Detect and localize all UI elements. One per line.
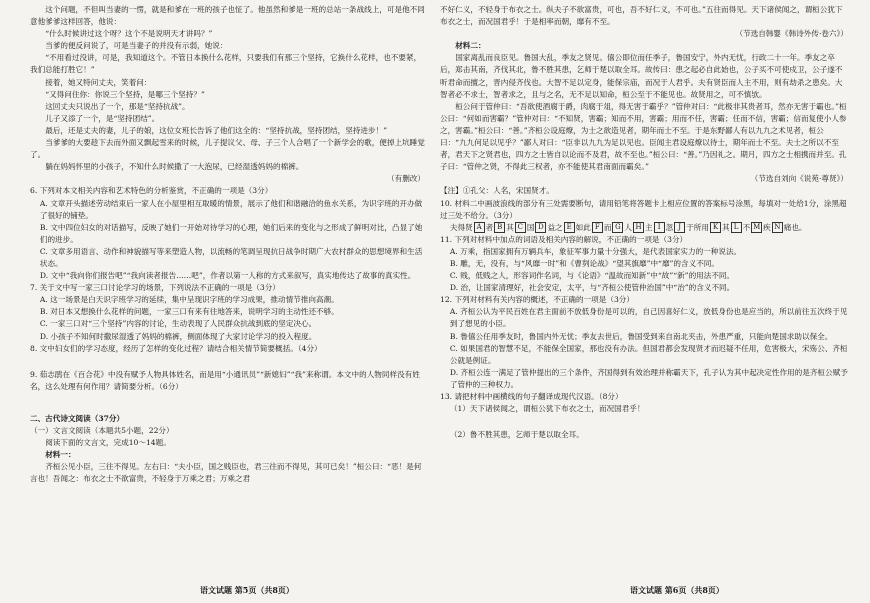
material-1-title: 材料一： xyxy=(45,450,76,460)
story-paragraph: “不用看过没讲，可是，我知道这个。不管日本换什么花样，只要我们有那三个坚持，它换什么花样，也不要紧，我们总能打胜它！” xyxy=(30,53,422,75)
material-2-title: 材料二： xyxy=(455,41,486,51)
break-marker-i: I xyxy=(654,222,665,233)
break-marker-h: H xyxy=(633,222,644,233)
story-paragraph: 当爹爹的大要趁下去而外面又飘起雪来的时候，儿子提议父、母、子三个人合唱了一个新学会的歌，便掉上坑睡觉了。 xyxy=(30,138,425,160)
question-6-option: D. 文中“我向你们报告吧”“我向读者报告……吧”，作者以第一人称的方式来叙写，真实地传达了故事的真实性。 xyxy=(39,271,416,281)
question-6-option: C. 文章多用语言、动作和神貌描写等来塑造人物，以流畅的笔调呈现抗日战争时期广大农村群众的思想境界和生活状态。 xyxy=(39,246,423,268)
question-11-stem: 11. 下列对材料中加点的词语及相关内容的解说，不正确的一项是（3分） xyxy=(440,234,688,244)
answer-space xyxy=(30,393,425,407)
question-10-line xyxy=(440,222,848,234)
question-12-option: A. 齐桓公认为平民百姓在君主面前不放低身份是可以的，自己因喜好仁义，放低身份也是应当的，所以前往五次终于见到了想见的小臣。 xyxy=(449,307,848,329)
break-marker-l: L xyxy=(731,222,742,233)
break-marker-m: M xyxy=(753,223,761,232)
story-paragraph: “什么时候讲过这个呀？这个不是说明天才讲吗？” xyxy=(45,29,213,39)
q10-text-segment: 而 xyxy=(603,222,612,232)
story-paragraph: 这个问题，不但叫当妻的一愣，就是和爹在一班的孩子也怔了。他虽然和爹是一班的总站一条战线上，可是他不同意他爹爹这样回答，他说： xyxy=(30,5,425,27)
material-1-continued: 不好仁义，不轻身于布衣之士。纵夫子不欲富贵，可也，吾不好仁义，不可也。”五往而得见。天下诸侯闻之，谓桓公犹下布衣之士，而况国君乎！于是相率而朝，靡有不至。 xyxy=(440,5,843,27)
break-marker-g: G xyxy=(612,222,623,233)
break-marker-f: F xyxy=(592,222,603,233)
q10-text-segment: 其 xyxy=(721,222,730,232)
source-note: （有删改） xyxy=(387,174,425,184)
question-10-stem: 10. 材料二中画波浪线的部分有三处需要断句，请用铅笔将答题卡上相应位置的答案标号涂黑，每填对一处给1分，涂黑超过三处不给分。（3分） xyxy=(440,198,847,220)
page-footer-right: 语文试题 第6页（共8页） xyxy=(630,584,724,595)
question-6-option: A. 文章开头描述劳动结束后一家人在小屋里相互取暖的情景，展示了他们和谐融洽的鱼水关系，为识字班的开办做了很好的铺垫。 xyxy=(39,198,423,220)
q10-text-segment: 人 xyxy=(624,222,632,232)
story-paragraph: 这回丈夫只说出了一个，那是“坚持抗战”。 xyxy=(45,101,190,111)
story-paragraph: 接着，她又特问丈夫，笑着问： xyxy=(45,77,152,87)
source-note: （节选自刘向《说苑·尊贤》） xyxy=(750,174,848,184)
left-page xyxy=(30,4,425,485)
break-marker-k: K xyxy=(710,222,721,233)
question-12-option: D. 齐桓公连一满足了管仲提出的三个条件，齐国得到有效治理并称霸天下，孔子认为其中起决定性作用的是齐桓公赋予了管仲的三种权力。 xyxy=(449,367,848,389)
q10-text-segment: 不 xyxy=(742,222,751,232)
q10-text-segment: 国 xyxy=(526,222,535,232)
q10-text-segment: 夫得贤 xyxy=(449,222,473,232)
question-11-option: D. 治，让国家清理好，社会安定，太平，与“齐桓公使管仲治国”中“治”的含义不同。 xyxy=(449,283,735,293)
story-paragraph: “又得问住你：你说三个坚持，是哪三个坚持？” xyxy=(45,89,205,99)
section-heading: 二、古代诗文阅读（37分） xyxy=(30,413,125,423)
source-note: （节选自韩婴《韩诗外传·卷六》） xyxy=(735,29,848,39)
break-marker-c: C xyxy=(515,222,526,233)
question-7-option: B. 对日本又想换什么花样的问题，一家三口有来有往地答来，说明学习的主动性还不够。 xyxy=(39,307,339,317)
break-marker-j: J xyxy=(674,222,685,233)
q10-text-segment: 益之 xyxy=(547,222,563,232)
question-11-option: A. 万乘，指国家拥有万辆兵车，象征军事力量十分强大，是代表国家实力的一种说法。 xyxy=(449,246,742,256)
q10-text-segment: 于所用 xyxy=(686,222,709,232)
question-13-item: （1）天下诸侯闻之，谓桓公犹下布衣之士，而况国君乎！ xyxy=(449,404,645,414)
break-marker-b: B xyxy=(494,222,505,233)
question-7-option: A. 这一场景是白天识字班学习的延续，集中呈现识字班的学习成果，推动情节推向高潮。 xyxy=(39,295,339,305)
question-9-stem: 9. 茹志鹃在《百合花》中没有赋予人物具体姓名，而是用“小通讯员”“新媳妇”“我”来称谓。本文中的人物同样没有姓名，这么处理有何作用？请简要分析。（6分） xyxy=(30,369,420,391)
material-2-text: 国家离乱而良臣见。鲁国大乱，季友之贤见。僖公即位而任季子，鲁国安宁，外内无忧，行政二十一年。季友之卒后，郑击其南，齐伐其北，鲁不胜其患，乞师于楚以取全耳。故传曰：患之起必自此始也，公子买不可使戍卫，公子遂不听君命而擅之，晋内侵齐伐也。大智不足以定身，能保宗庙，而况于人君乎。夫有贤臣而人主不用，则有劫杀之患矣。大智者必不求士，智者求之，且与之名，无不足以知命，桓公至于不能见也。故贤用之，可不慎欤。 xyxy=(440,53,843,99)
break-marker-e: E xyxy=(564,222,575,233)
annotation-note: 【注】①孔父：人名，宋国贤才。 xyxy=(440,186,554,196)
material-2-text: 桓公问于管仲曰：“吾欲使酒腐于爵，肉腐于俎，得无害于霸乎？”管仲对曰：“此极非其贵者耳，然亦无害于霸也。”桓公曰：“何如而害霸？”管仲对曰：“不知贤，害霸；知而不用，害霸；用而不任，害霸；任而不信，害霸；信而复使小人参之，害霸。”桓公曰：“善。”齐桓公设庭燎，为士之欲造见者，期年而士不至。于是东野鄙人有以九九之术见者，桓公曰：“九九何足以见乎？”鄙人对曰：“臣非以九九为足以见也。臣闻主君设庭燎以待士，期年而士不至。夫士之所以不至者，君天下之贤君也，四方之士皆自以论而不及君，故不至也。”桓公曰：“善。”乃因礼之。期月，四方之士相携而并至。孔子曰：“管仲之贤，不得此三权者，亦不能使其君南面而霸矣。” xyxy=(440,101,847,172)
q10-text-segment: 其 xyxy=(506,222,514,232)
q10-text-segment: 者 xyxy=(485,222,494,232)
q10-text-segment: 痛也。 xyxy=(783,222,807,232)
material-1-text: 齐桓公见小臣，三往不得见。左右曰：“夫小臣，国之贱臣也，君三往而不得见，其可已矣！”桓公曰：“恶！是何言也！吾闻之：布衣之士不欲富贵，不轻身于万乘之君；万乘之君 xyxy=(30,462,422,484)
instruction: 阅读下面的文言文，完成10～14题。 xyxy=(45,438,171,448)
answer-space xyxy=(30,355,425,369)
q10-text-segment: 疾 xyxy=(763,222,771,232)
question-6-stem: 6. 下列对本文相关内容和艺术特色的分析鉴赏，不正确的一项是（3分） xyxy=(30,186,273,196)
question-8-stem: 8. 文中妇女们的学习态度，经历了怎样的变化过程？请结合相关情节简要概括。（4分） xyxy=(30,343,322,353)
question-6-option: B. 文中四位妇女的对话描写，反映了她们一开始对待学习的心理，她们后来的变化与之形成了鲜明对比，凸显了她们的进步。 xyxy=(39,222,423,244)
break-marker-d: D xyxy=(535,222,546,233)
subsection-heading: （一）文言文阅读（本题共5小题，22分） xyxy=(30,426,174,435)
q10-text-segment: 忽 xyxy=(665,222,674,232)
question-11-option: B. 雕，无，没有，与“风靡一时”和《曹刿论战》“望其旗靡”中“靡”的含义不同。 xyxy=(449,258,719,268)
story-paragraph: 当爹的便反问说了，可是当妻子的并没有示弱，她说： xyxy=(45,41,228,51)
question-13-stem: 13. 请把材料中画横线的句子翻译成现代汉语。（8分） xyxy=(440,392,623,401)
question-12-option: B. 鲁僖公任用季友时，鲁国内外无忧；季友去世后，鲁国受到来自南北夹击，外患严重，只能向楚国求助以保全。 xyxy=(449,331,833,341)
break-marker-a: A xyxy=(474,222,485,233)
right-page xyxy=(440,4,848,441)
q10-text-segment: 主 xyxy=(645,222,653,232)
answer-space xyxy=(440,415,848,429)
story-paragraph: 躺在妈妈怀里的小孩子，不知什么时候撒了一大泡尿，已经湿透妈妈的棉裤。 xyxy=(45,162,304,172)
q10-text-segment: 如此 xyxy=(575,222,591,232)
break-marker-n: N xyxy=(772,222,783,233)
question-11-option: C. 贱，低贱之人，形容词作名词，与《论语》“温故而知新”中“故”“新”的用法不同。 xyxy=(449,271,735,281)
page-footer-left: 语文试题 第5页（共8页） xyxy=(200,584,294,595)
question-7-option: D. 小孩子不知何时撒尿湿透了妈妈的棉裤，侧面体现了大家讨论学习的投入程度。 xyxy=(39,331,317,341)
question-12-option: C. 如果国君的智慧不足，不能保全国家，那也没有办法。但国君都会发现贤才而迟疑不任用，危害极大，宋殇公、齐桓公就是例证。 xyxy=(449,343,848,365)
question-7-option: C. 一家三口对“三个坚持”内容的讨论，生动表现了人民群众抗战到底的坚定决心。 xyxy=(39,319,317,329)
question-13-item: （2）鲁不胜其患，乞师于楚以取全耳。 xyxy=(449,430,584,440)
story-paragraph: 儿子又添了一个，是“坚持团结”。 xyxy=(45,113,160,123)
story-paragraph: 最后，还是丈夫的妻，儿子的娘，这位女班长告诉了他们这全的：“坚持抗战，坚持团结，坚持进步！” xyxy=(45,125,388,135)
question-7-stem: 7. 关于文中写一家三口讨论学习的场景，下列说法不正确的一项是（3分） xyxy=(30,283,280,293)
question-12-stem: 12. 下列对材料有关内容的概述，不正确的一项是（3分） xyxy=(440,295,634,305)
